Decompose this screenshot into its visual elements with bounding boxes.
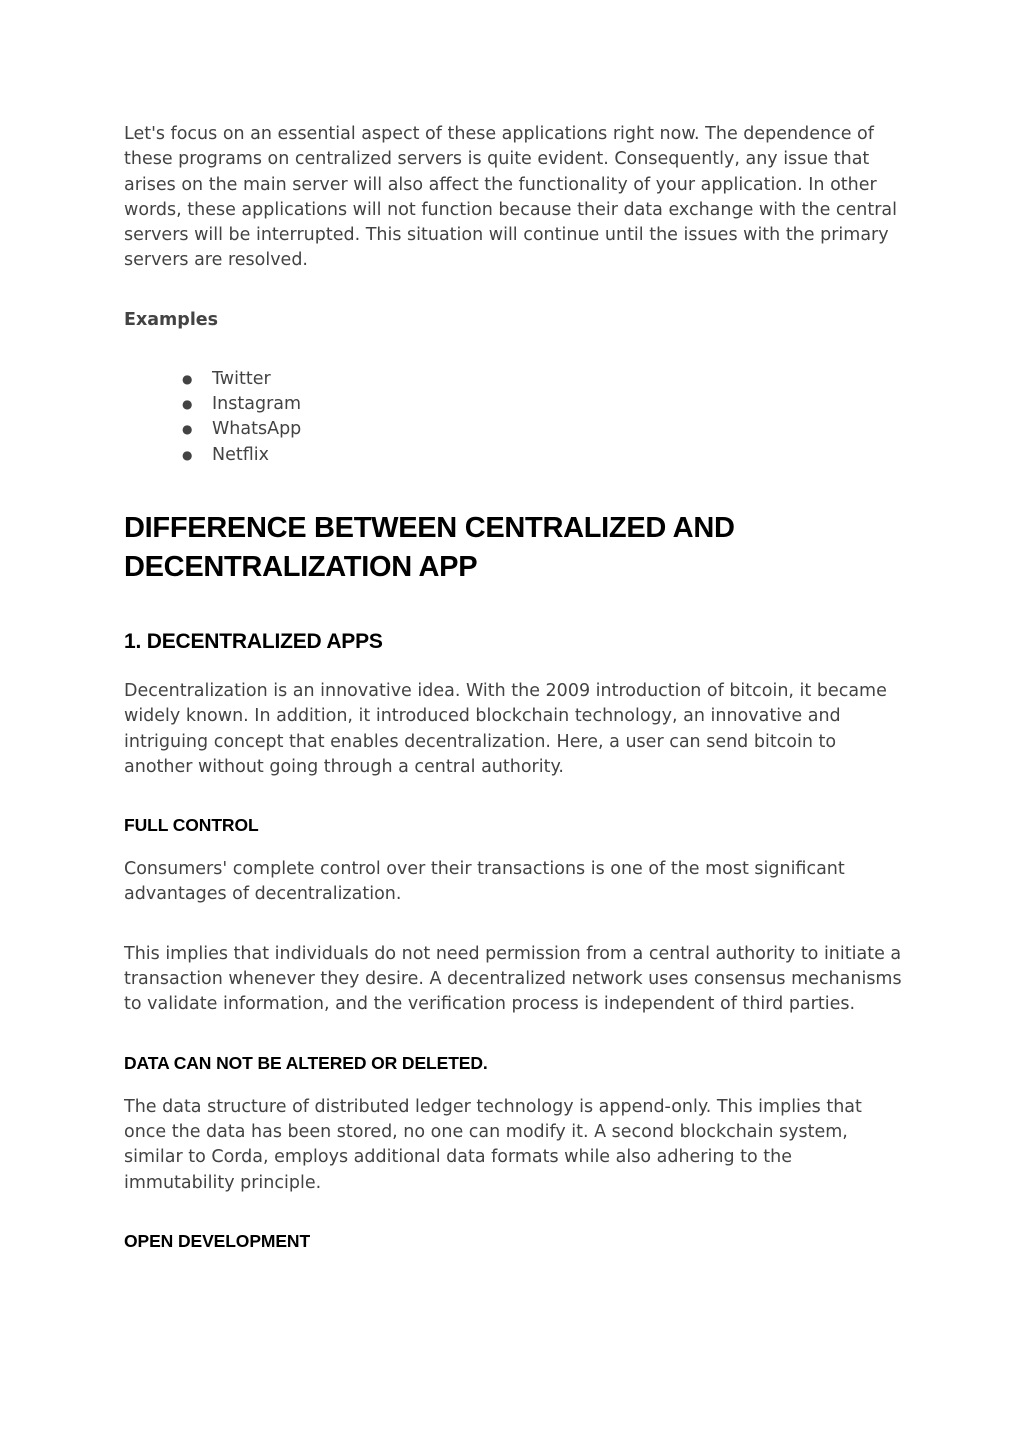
full-control-heading: FULL CONTROL	[124, 815, 259, 836]
bullet-icon: ●	[182, 447, 193, 462]
list-item	[124, 367, 904, 392]
decentralization-paragraph: Decentralization is an innovative idea. With the 2009 introduction of bitcoin, it became widely known. In addition, it introduced blockchain technology, an innovative and intriguing concept that enables decentralization. Here, a user can send bitcoin to another without going through a central authority.	[124, 680, 887, 777]
open-development-heading: OPEN DEVELOPMENT	[124, 1230, 311, 1251]
list-item-label: WhatsApp	[212, 419, 302, 440]
data-immutable-paragraph: The data structure of distributed ledger technology is append-only. This implies that once the data has been stored, no one can modify it. A second blockchain system, similar to Corda, employs additional data formats while also adhering to the immutability principle.	[124, 1096, 862, 1193]
list-item	[124, 417, 904, 442]
data-immutable-heading: DATA CAN NOT BE ALTERED OR DELETED.	[124, 1052, 488, 1073]
bullet-icon: ●	[182, 397, 193, 412]
list-item	[124, 392, 904, 417]
document-content	[124, 122, 904, 1254]
intro-paragraph: Let's focus on an essential aspect of these applications right now. The dependence of these programs on centralized servers is quite evident. Consequently, any issue that arises on the main server will also affect the functionality of your application. In other words, these applications will not function because their data exchange with the central servers will be interrupted. This situation will continue until the issues with the primary servers are resolved.	[124, 124, 898, 271]
full-control-paragraph-1: Consumers' complete control over their transactions is one of the most significant advantages of decentralization.	[124, 859, 845, 905]
list-item	[124, 443, 904, 468]
full-control-paragraph-2: This implies that individuals do not need permission from a central authority to initiate a transaction whenever they desire. A decentralized network uses consensus mechanisms to validate information, and the verification process is independent of third parties.	[124, 943, 902, 1015]
bullet-icon: ●	[182, 422, 193, 437]
examples-list	[124, 367, 904, 468]
list-item-label: Twitter	[212, 368, 271, 389]
list-item-label: Netflix	[212, 444, 269, 465]
subsection-heading: 1. DECENTRALIZED APPS	[124, 629, 383, 653]
list-item-label: Instagram	[212, 394, 302, 415]
bullet-icon: ●	[182, 371, 193, 386]
examples-label: Examples	[124, 309, 219, 330]
section-heading: DIFFERENCE BETWEEN CENTRALIZED AND DECENTRALIZATION APP	[124, 511, 735, 583]
